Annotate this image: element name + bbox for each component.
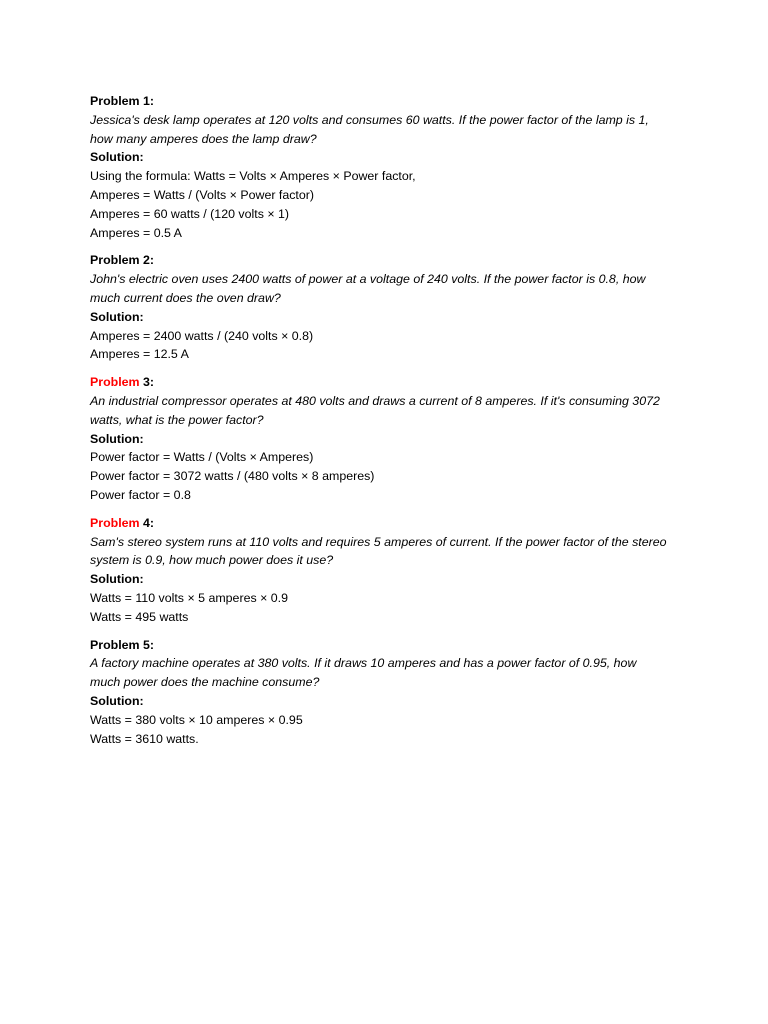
problem-3 (90, 373, 690, 505)
problem-1-solution-line-3: Amperes = 60 watts / (120 volts × 1) (90, 206, 290, 221)
problem-2 (90, 251, 690, 364)
problem-4 (90, 514, 690, 627)
problem-1-label-word: Problem (90, 94, 140, 108)
problem-3-solution-line-1: Power factor = Watts / (Volts × Amperes) (90, 450, 314, 465)
problem-2-question-line-2: much current does the oven draw? (90, 290, 281, 305)
problem-2-solution-label: Solution: (90, 309, 144, 324)
problem-5-question-line-1: A factory machine operates at 380 volts. If it draws 10 amperes and has a power factor of 0.95, how (90, 656, 637, 671)
problem-1-solution-line-4: Amperes = 0.5 A (90, 225, 182, 240)
problem-5-solution-line-1: Watts = 380 volts × 10 amperes × 0.95 (90, 712, 303, 727)
document-page (90, 92, 690, 757)
problem-4-label (90, 514, 690, 533)
problem-3-label (90, 373, 690, 392)
problem-4-question-line-2: system is 0.9, how much power does it use? (90, 553, 334, 568)
problem-1-question-line-2: how many amperes does the lamp draw? (90, 131, 317, 146)
problem-5-solution-line-2: Watts = 3610 watts. (90, 731, 199, 746)
problem-2-label-word: Problem (90, 253, 140, 268)
problem-3-label-number: 3: (139, 375, 155, 390)
problem-5-label (90, 636, 690, 655)
problem-1-solution-line-1: Using the formula: Watts = Volts × Amperes × Power factor, (90, 169, 416, 184)
problem-2-label (90, 251, 690, 270)
problem-1-label-number: 1: (139, 94, 155, 108)
problem-3-question-line-1: An industrial compressor operates at 480 volts and draws a current of 8 amperes. If it's consuming 3072 (90, 393, 660, 408)
problem-4-question-line-1: Sam's stereo system runs at 110 volts and requires 5 amperes of current. If the power factor of the stereo (90, 534, 667, 549)
problem-3-solution-label: Solution: (90, 431, 144, 446)
problem-4-solution-line-2: Watts = 495 watts (90, 609, 189, 624)
problem-2-solution-line-2: Amperes = 12.5 A (90, 347, 189, 362)
problem-5-label-word: Problem (90, 637, 140, 652)
problem-5-solution-label: Solution: (90, 693, 144, 708)
problem-5 (90, 636, 690, 749)
problem-1-label (90, 92, 690, 111)
problem-5-question-line-2: much power does the machine consume? (90, 675, 320, 690)
problem-1-solution-line-2: Amperes = Watts / (Volts × Power factor) (90, 187, 315, 202)
problem-3-label-word: Problem (90, 375, 140, 390)
problem-3-solution-line-2: Power factor = 3072 watts / (480 volts × 8 amperes) (90, 469, 375, 484)
problem-1-solution-label: Solution: (90, 150, 144, 165)
problem-4-solution-line-1: Watts = 110 volts × 5 amperes × 0.9 (90, 590, 289, 605)
problem-4-label-word: Problem (90, 515, 140, 530)
problem-2-label-number: 2: (139, 253, 155, 268)
problem-3-solution-line-3: Power factor = 0.8 (90, 487, 191, 502)
problem-1 (90, 92, 690, 242)
problem-1-question-line-1: Jessica's desk lamp operates at 120 volts and consumes 60 watts. If the power factor of the lamp is 1, (90, 112, 649, 127)
problem-5-label-number: 5: (139, 637, 155, 652)
problem-4-label-number: 4: (139, 515, 155, 530)
problem-4-solution-label: Solution: (90, 572, 144, 587)
problem-2-question-line-1: John's electric oven uses 2400 watts of power at a voltage of 240 volts. If the power factor is 0.8, how (90, 272, 646, 287)
problem-2-solution-line-1: Amperes = 2400 watts / (240 volts × 0.8) (90, 328, 314, 343)
problem-3-question-line-2: watts, what is the power factor? (90, 412, 264, 427)
